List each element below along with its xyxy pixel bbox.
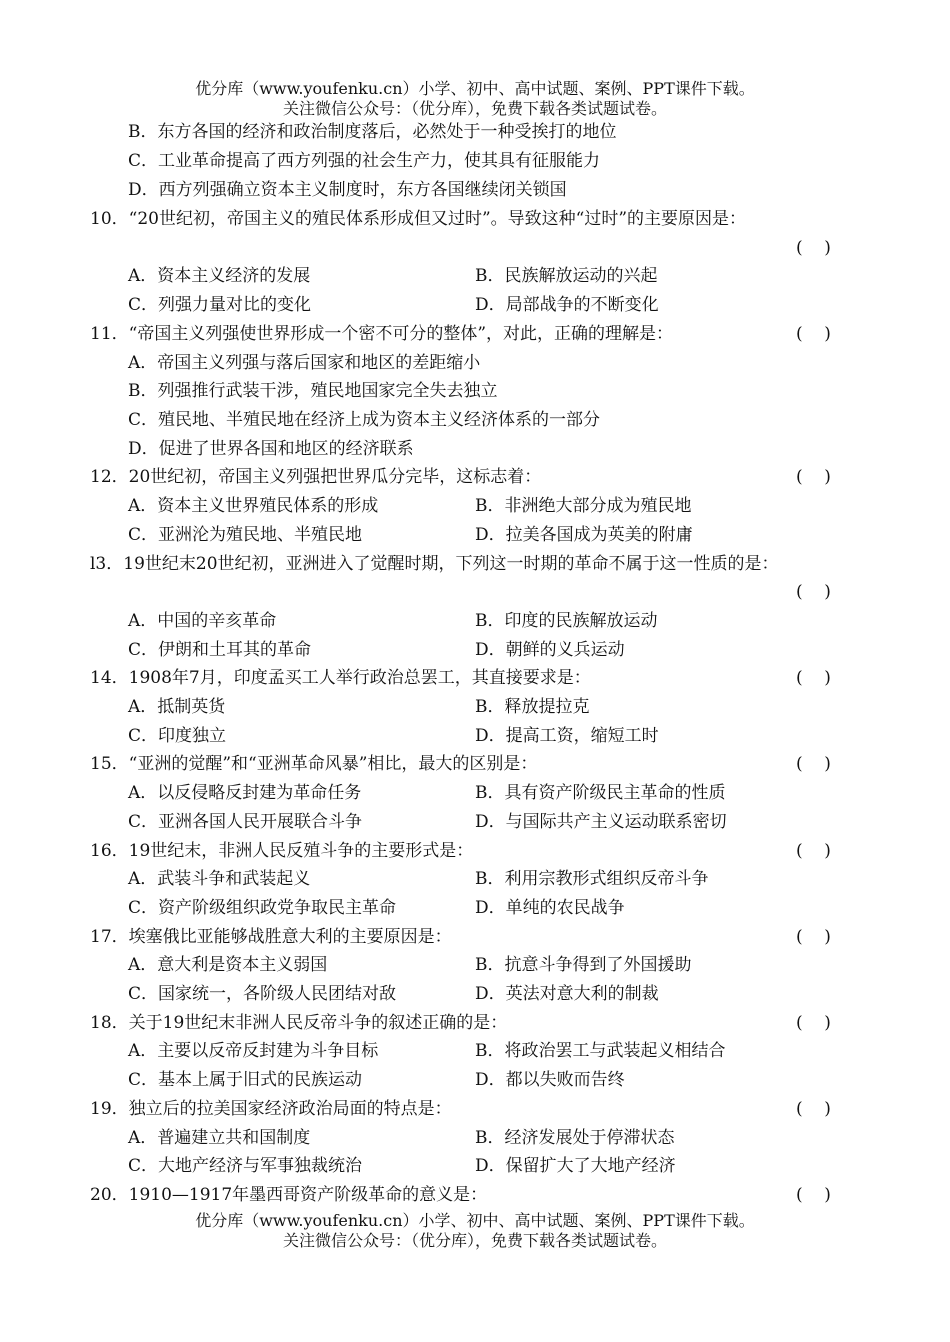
option-d: D．提高工资，缩短工时	[475, 726, 659, 746]
option-a: A．帝国主义列强与落后国家和地区的差距缩小	[128, 353, 481, 373]
option-d: D．拉美各国成为英美的附庸	[475, 525, 693, 545]
option-b: B．民族解放运动的兴起	[475, 266, 658, 286]
option-c: C．列强力量对比的变化	[128, 295, 312, 315]
answer-parentheses: ( )	[796, 1013, 831, 1033]
footer-line-1: 优分库（www.youfenku.cn）小学、初中、高中试题、案例、PPT课件下载。	[195, 1211, 755, 1230]
question-stem: l3．19世纪末20世纪初，亚洲进入了觉醒时期，下列这一时期的革命不属于这一性质的是：	[90, 554, 779, 574]
option-d: D．与国际共产主义运动联系密切	[475, 812, 727, 832]
option-c: C．基本上属于旧式的民族运动	[128, 1070, 363, 1090]
answer-parentheses: ( )	[796, 1185, 831, 1205]
option-a: A．武装斗争和武装起义	[128, 869, 311, 889]
option-d: D．英法对意大利的制裁	[475, 984, 659, 1004]
option-b: B．印度的民族解放运动	[475, 611, 658, 631]
answer-parentheses: ( )	[796, 238, 831, 258]
option-c: C．大地产经济与军事独裁统治	[128, 1156, 363, 1176]
option-b: B．将政治罢工与武装起义相结合	[475, 1041, 726, 1061]
option-a: A．中国的辛亥革命	[128, 611, 277, 631]
option-b: B．释放提拉克	[475, 697, 590, 717]
option-b: B．非洲绝大部分成为殖民地	[475, 496, 692, 516]
question-stem: 20．1910—1917年墨西哥资产阶级革命的意义是：	[90, 1185, 488, 1205]
option-d: D．促进了世界各国和地区的经济联系	[128, 439, 414, 459]
answer-parentheses: ( )	[796, 927, 831, 947]
question-stem: 17．埃塞俄比亚能够战胜意大利的主要原因是：	[90, 927, 452, 947]
header-line-2: 关注微信公众号：（优分库），免费下载各类试题试卷。	[282, 99, 667, 118]
option-a: A．抵制英货	[128, 697, 226, 717]
option-c: C．伊朗和土耳其的革命	[128, 640, 312, 660]
option-b: B．具有资产阶级民主革命的性质	[475, 783, 726, 803]
answer-parentheses: ( )	[796, 841, 831, 861]
prev-option-d: D．西方列强确立资本主义制度时，东方各国继续闭关锁国	[128, 180, 567, 200]
question-stem: 15．“亚洲的觉醒”和“亚洲革命风暴”相比，最大的区别是：	[90, 754, 538, 774]
answer-parentheses: ( )	[796, 324, 831, 344]
option-c: C．亚洲沦为殖民地、半殖民地	[128, 525, 363, 545]
option-b: B．利用宗教形式组织反帝斗争	[475, 869, 709, 889]
option-a: A．主要以反帝反封建为斗争目标	[128, 1041, 379, 1061]
header-line-1: 优分库（www.youfenku.cn）小学、初中、高中试题、案例、PPT课件下载。	[195, 79, 755, 98]
answer-parentheses: ( )	[796, 668, 831, 688]
question-stem: 10．“20世纪初，帝国主义的殖民体系形成但又过时”。导致这种“过时”的主要原因是：	[90, 209, 747, 229]
answer-parentheses: ( )	[796, 467, 831, 487]
option-d: D．单纯的农民战争	[475, 898, 625, 918]
option-d: D．保留扩大了大地产经济	[475, 1156, 676, 1176]
option-d: D．朝鲜的义兵运动	[475, 640, 625, 660]
option-b: B．抗意斗争得到了外国援助	[475, 955, 692, 975]
question-stem: 18．关于19世纪末非洲人民反帝斗争的叙述正确的是：	[90, 1013, 508, 1033]
option-c: C．亚洲各国人民开展联合斗争	[128, 812, 363, 832]
option-a: A．资本主义经济的发展	[128, 266, 311, 286]
option-a: A．意大利是资本主义弱国	[128, 955, 328, 975]
option-a: A．普遍建立共和国制度	[128, 1128, 311, 1148]
question-stem: 19．独立后的拉美国家经济政治局面的特点是：	[90, 1099, 452, 1119]
question-stem: 14．1908年7月，印度孟买工人举行政治总罢工，其直接要求是：	[90, 668, 591, 688]
option-b: B．列强推行武装干涉，殖民地国家完全失去独立	[128, 381, 498, 401]
answer-parentheses: ( )	[796, 1099, 831, 1119]
option-c: C．印度独立	[128, 726, 227, 746]
option-c: C．殖民地、半殖民地在经济上成为资本主义经济体系的一部分	[128, 410, 601, 430]
prev-option-c: C．工业革命提高了西方列强的社会生产力，使其具有征服能力	[128, 151, 601, 171]
option-a: A．以反侵略反封建为革命任务	[128, 783, 362, 803]
question-stem: 16．19世纪末，非洲人民反殖斗争的主要形式是：	[90, 841, 474, 861]
option-c: C．资产阶级组织政党争取民主革命	[128, 898, 397, 918]
option-b: B．经济发展处于停滞状态	[475, 1128, 675, 1148]
question-stem: 11．“帝国主义列强使世界形成一个密不可分的整体”，对此，正确的理解是：	[90, 324, 674, 344]
answer-parentheses: ( )	[796, 582, 831, 602]
option-d: D．局部战争的不断变化	[475, 295, 659, 315]
footer-line-2: 关注微信公众号：（优分库），免费下载各类试题试卷。	[282, 1231, 667, 1250]
option-d: D．都以失败而告终	[475, 1070, 625, 1090]
prev-option-b: B．东方各国的经济和政治制度落后，必然处于一种受挨打的地位	[128, 122, 617, 142]
option-a: A．资本主义世界殖民体系的形成	[128, 496, 379, 516]
answer-parentheses: ( )	[796, 754, 831, 774]
option-c: C．国家统一，各阶级人民团结对敌	[128, 984, 397, 1004]
question-stem: 12．20世纪初，帝国主义列强把世界瓜分完毕，这标志着：	[90, 467, 542, 487]
